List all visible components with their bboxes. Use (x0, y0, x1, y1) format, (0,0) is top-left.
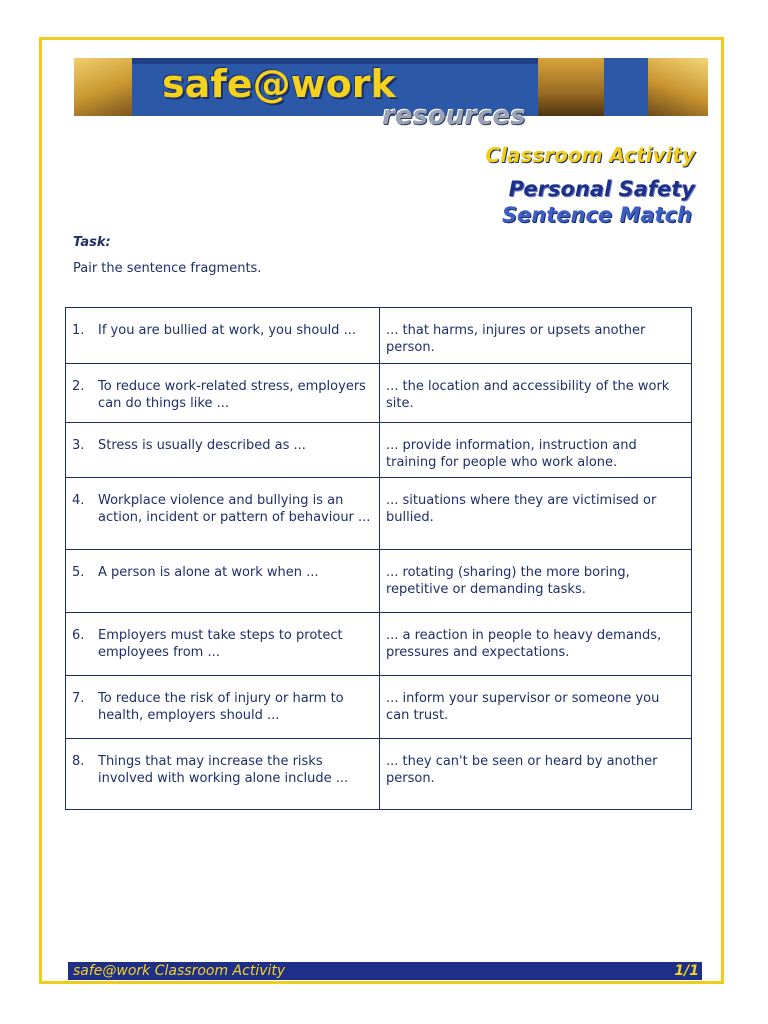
fragment-end-text: ... the location and accessibility of the work site. (386, 379, 670, 411)
fragment-end-cell (380, 364, 692, 423)
fragment-start-text: A person is alone at work when ... (98, 565, 319, 580)
fragment-start-text: Workplace violence and bullying is an action, incident or pattern of behaviour ... (98, 493, 371, 525)
item-number: 4. (72, 493, 85, 508)
fragment-start-cell (66, 739, 380, 810)
banner-photo-right (648, 58, 708, 116)
table-row (66, 423, 692, 478)
fragment-start-cell (66, 308, 380, 364)
footer-title: safe@work Classroom Activity (73, 963, 286, 979)
fragment-start-text: If you are bullied at work, you should ... (98, 323, 356, 338)
fragment-start-cell (66, 550, 380, 613)
banner-photo-left (74, 58, 132, 116)
item-number: 8. (72, 754, 85, 769)
fragment-start-text: Employers must take steps to protect employees from ... (98, 628, 343, 660)
fragment-end-text: ... that harms, injures or upsets another person. (386, 323, 646, 355)
fragment-end-cell (380, 613, 692, 676)
fragment-end-cell (380, 739, 692, 810)
item-number: 7. (72, 691, 85, 706)
logo-sub: resources (382, 101, 526, 131)
fragment-start-text: Things that may increase the risks involved with working alone include ... (98, 754, 349, 786)
fragment-end-text: ... provide information, instruction and training for people who work alone. (386, 438, 637, 470)
table-row (66, 550, 692, 613)
fragment-start-text: To reduce work-related stress, employers can do things like ... (98, 379, 366, 411)
task-label: Task: (73, 235, 111, 250)
fragment-end-cell (380, 308, 692, 364)
fragment-end-text: ... situations where they are victimised or bullied. (386, 493, 657, 525)
sentence-match-table (65, 307, 692, 810)
logo-main: safe@work (162, 62, 396, 106)
item-number: 2. (72, 379, 85, 394)
item-number: 5. (72, 565, 85, 580)
fragment-start-text: To reduce the risk of injury or harm to health, employers should ... (98, 691, 344, 723)
table-row (66, 478, 692, 550)
fragment-end-text: ... they can't be seen or heard by another person. (386, 754, 658, 786)
task-instruction: Pair the sentence fragments. (73, 261, 262, 276)
fragment-end-cell (380, 478, 692, 550)
fragment-end-cell (380, 550, 692, 613)
subtitle-heading: Sentence Match (501, 203, 692, 227)
fragment-start-cell (66, 613, 380, 676)
fragment-end-text: ... rotating (sharing) the more boring, repetitive or demanding tasks. (386, 565, 630, 597)
table-row (66, 364, 692, 423)
fragment-end-cell (380, 676, 692, 739)
footer-bar (68, 962, 702, 980)
fragment-start-cell (66, 364, 380, 423)
fragment-start-cell (66, 478, 380, 550)
table-row (66, 739, 692, 810)
item-number: 1. (72, 323, 85, 338)
banner-photo-middle (538, 58, 604, 116)
fragment-end-text: ... inform your supervisor or someone you can trust. (386, 691, 660, 723)
item-number: 6. (72, 628, 85, 643)
fragment-end-text: ... a reaction in people to heavy demands, pressures and expectations. (386, 628, 662, 660)
table-row (66, 676, 692, 739)
item-number: 3. (72, 438, 85, 453)
fragment-start-text: Stress is usually described as ... (98, 438, 306, 453)
fragment-start-cell (66, 423, 380, 478)
table-row (66, 613, 692, 676)
fragment-end-cell (380, 423, 692, 478)
topic-heading: Personal Safety (508, 177, 695, 201)
page-number: 1/1 (674, 963, 699, 979)
activity-type-heading: Classroom Activity (485, 143, 695, 167)
table-row (66, 308, 692, 364)
fragment-start-cell (66, 676, 380, 739)
